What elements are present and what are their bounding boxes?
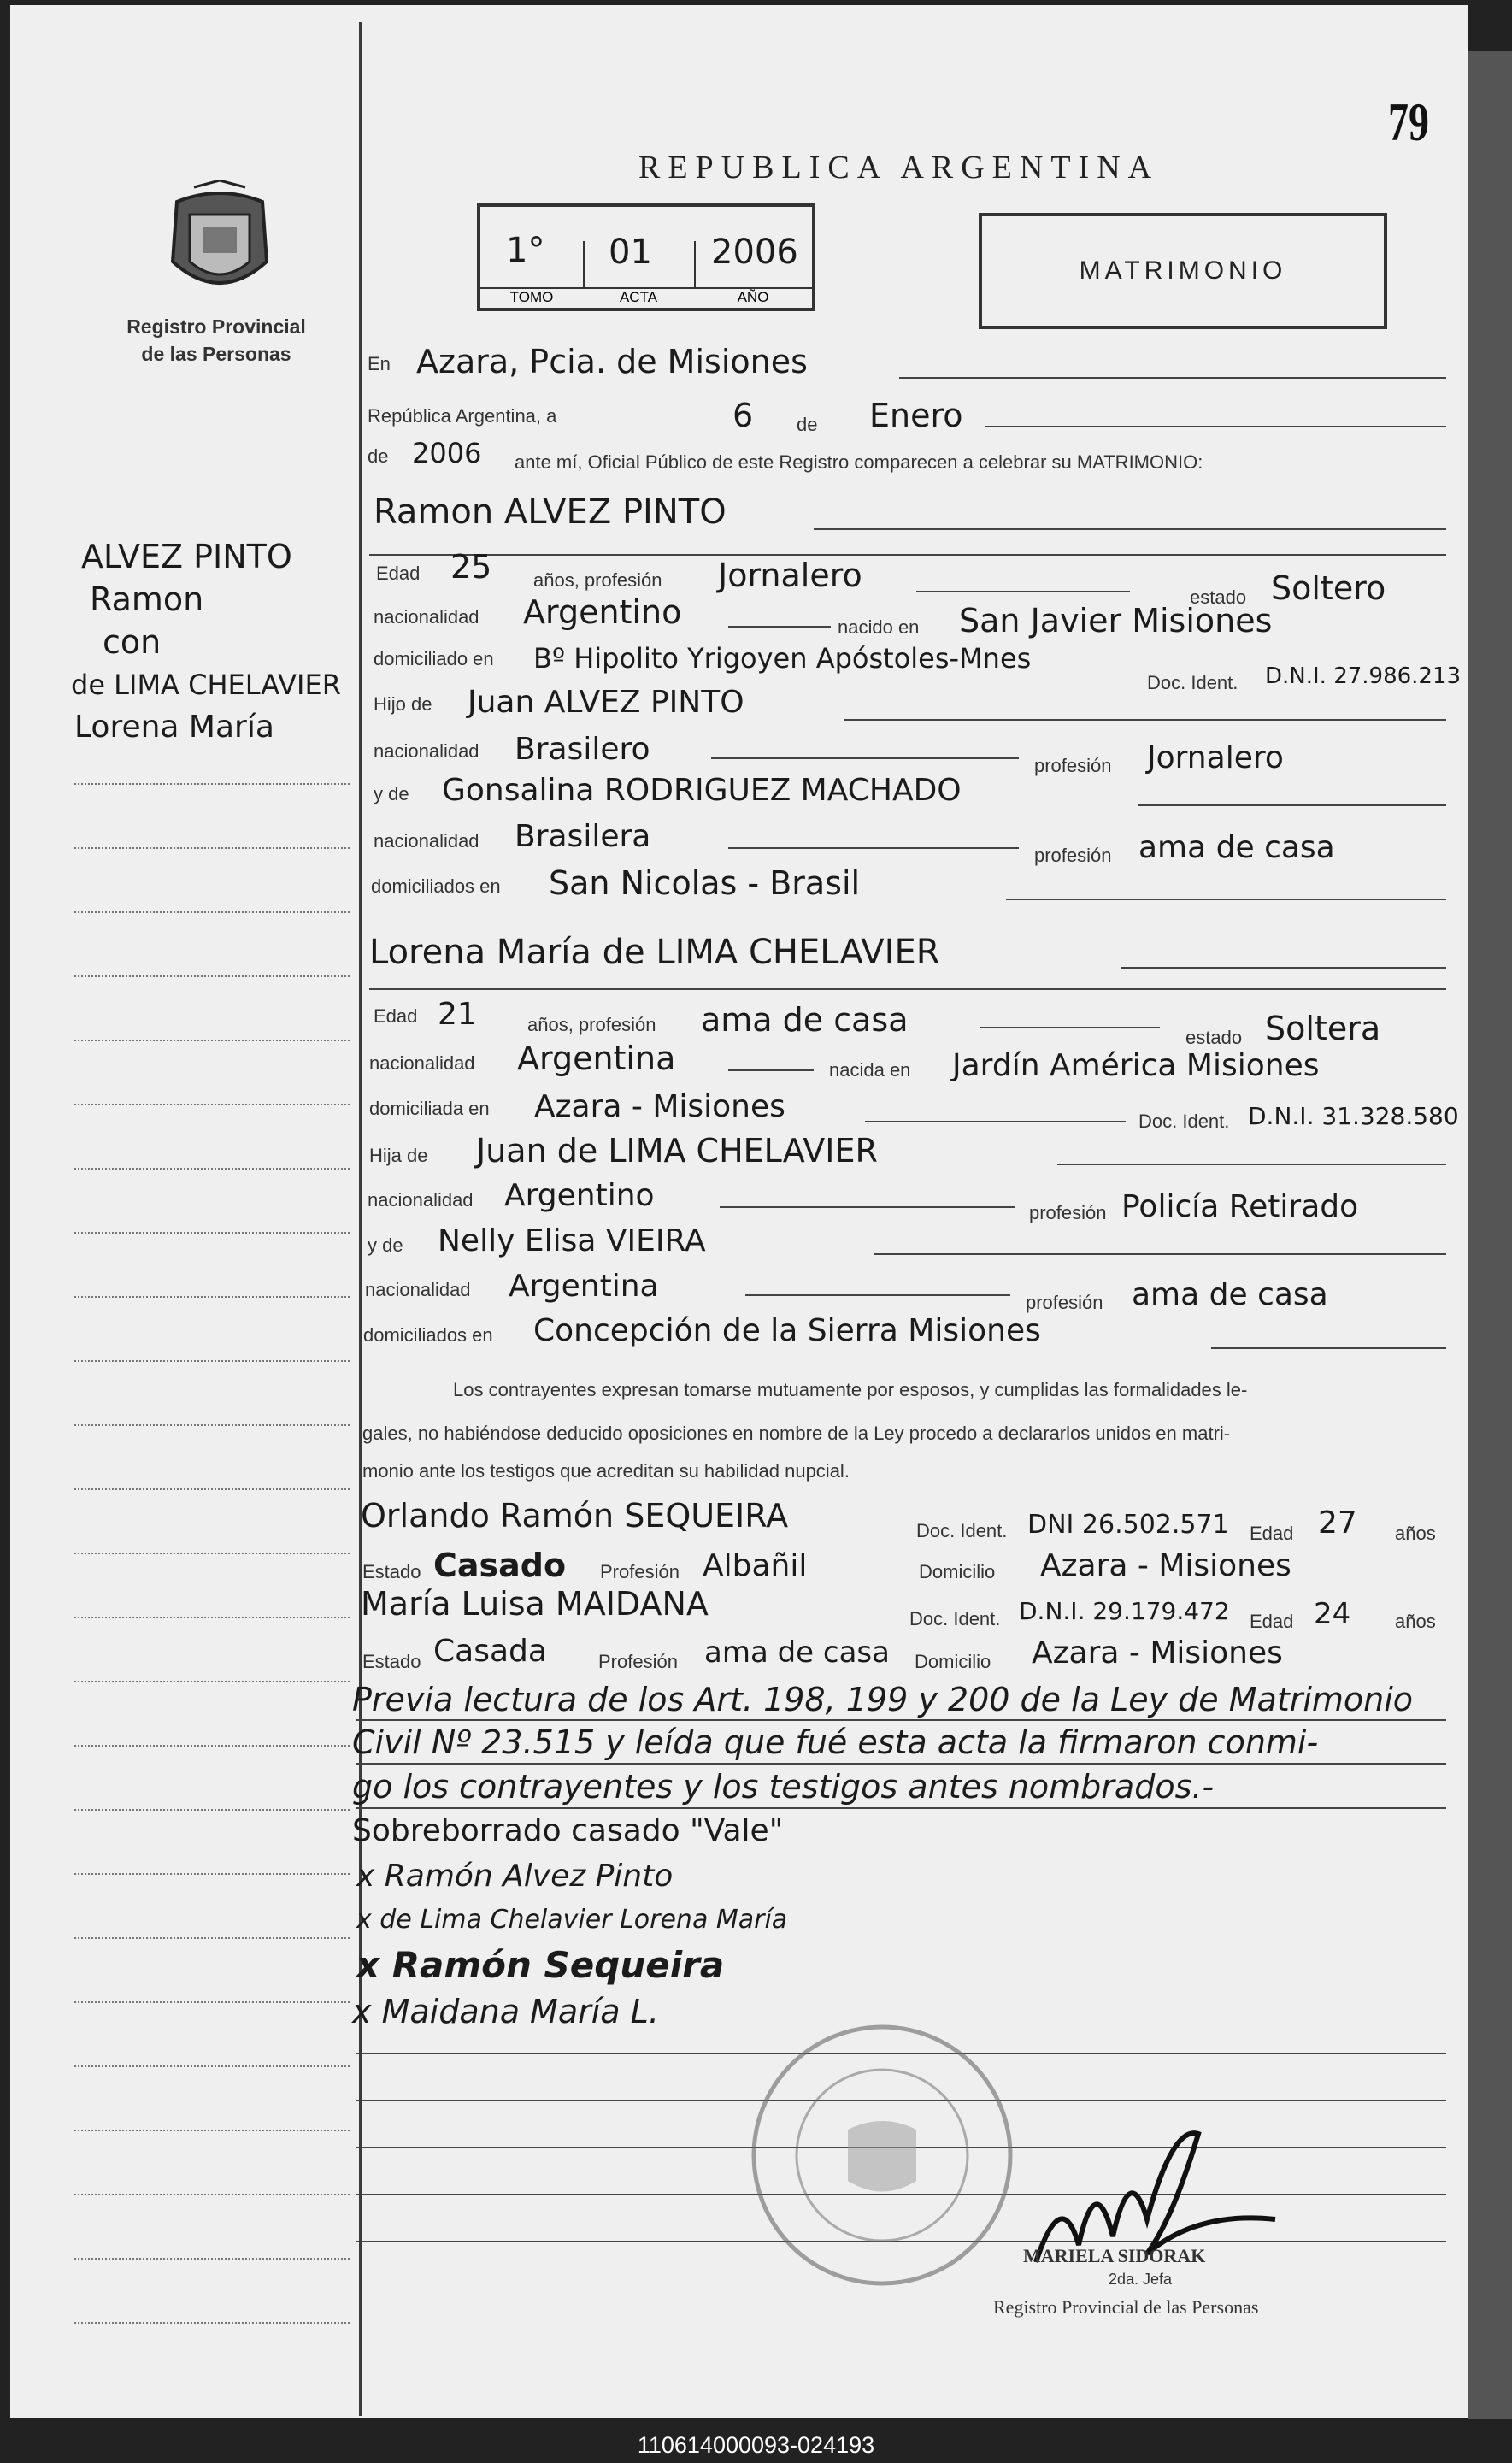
witness1-doc-label: Doc. Ident. (916, 1520, 1008, 1541)
bride-father-profession: Policía Retirado (1121, 1189, 1359, 1224)
fill-line (814, 528, 1446, 530)
signature-bride: x de Lima Chelavier Lorena María (356, 1905, 788, 1935)
fill-line (874, 1253, 1446, 1255)
groom-mother-profession: ama de casa (1138, 830, 1335, 865)
bride-father-nacionalidad-label: nacionalidad (368, 1189, 474, 1211)
witness2-domicilio-label: Domicilio (915, 1651, 991, 1672)
bride-hija-label: Hija de (369, 1145, 428, 1166)
acta-value: 01 (609, 233, 652, 272)
groom-nationality: Argentino (523, 593, 682, 631)
republica-label: República Argentina, a (368, 405, 557, 427)
margin-dotted-line (74, 847, 350, 849)
groom-domiciliados-label: domiciliados en (371, 875, 501, 897)
bride-mother-nationality: Argentina (509, 1269, 659, 1304)
groom-father-nacionalidad-label: nacionalidad (374, 740, 479, 762)
bride-nacida-label: nacida en (829, 1059, 911, 1081)
bride-mother-nacionalidad-label: nacionalidad (365, 1279, 471, 1300)
signature-witness2: x Maidana María L. (352, 1993, 659, 2030)
witness2-edad-label: Edad (1250, 1611, 1294, 1632)
margin-dotted-line (74, 2194, 350, 2195)
fill-line (980, 1027, 1160, 1028)
witness1-doc: DNI 26.502.571 (1027, 1510, 1229, 1540)
bride-mother: Nelly Elisa VIEIRA (438, 1223, 706, 1258)
registry-office-line1: Registro Provincial (126, 315, 306, 338)
bride-parents-address: Concepción de la Sierra Misiones (533, 1313, 1041, 1348)
place-value: Azara, Pcia. de Misiones (416, 343, 808, 380)
groom-address: Bº Hipolito Yrigoyen Apóstoles-Mnes (533, 642, 1032, 675)
page-number: 79 (1388, 91, 1429, 152)
witness1-profesion-label: Profesión (600, 1561, 680, 1582)
bride-y-de-label: y de (368, 1234, 403, 1256)
bride-profession: ama de casa (701, 1001, 909, 1039)
groom-father-nationality: Brasilero (515, 732, 650, 767)
groom-hijo-label: Hijo de (374, 693, 432, 715)
fill-line (728, 847, 1019, 849)
witness1-age: 27 (1318, 1505, 1357, 1541)
bride-mother-profession: ama de casa (1132, 1277, 1328, 1312)
margin-dotted-line (74, 2258, 350, 2260)
bride-mother-profesion-label: profesión (1026, 1292, 1103, 1313)
bride-nationality: Argentina (517, 1040, 676, 1077)
margin-note (71, 535, 341, 749)
groom-father: Juan ALVEZ PINTO (468, 685, 744, 720)
margin-dotted-line (74, 1937, 350, 1939)
ruled-line (356, 1807, 1446, 1809)
month-value: Enero (869, 397, 963, 434)
bride-edad-label: Edad (374, 1005, 418, 1027)
fill-line (745, 1294, 1010, 1296)
witness1-domicilio-label: Domicilio (919, 1561, 996, 1582)
margin-dotted-line (74, 783, 350, 785)
witness2-address: Azara - Misiones (1032, 1635, 1283, 1670)
signature-witness1: x Ramón Sequeira (356, 1944, 725, 1986)
scan-id-footer: 110614000093-024193 (637, 2432, 875, 2458)
section-rule (369, 554, 1446, 556)
witness2-name: María Luisa MAIDANA (361, 1585, 709, 1623)
groom-doc-label: Doc. Ident. (1147, 672, 1238, 693)
margin-dotted-line (74, 1424, 350, 1426)
ruled-line (356, 1719, 1446, 1721)
bride-status: Soltera (1265, 1010, 1381, 1047)
margin-dotted-line (74, 1681, 350, 1682)
margin-note-line: ALVEZ PINTO (81, 538, 292, 575)
margin-dotted-line (74, 1488, 350, 1490)
margin-note-line: Ramon (90, 580, 204, 618)
section-rule (369, 988, 1446, 990)
margin-dotted-line (74, 1232, 350, 1234)
bride-domiciliados-label: domiciliados en (363, 1324, 493, 1346)
fill-line (844, 719, 1446, 721)
witness2-estado-label: Estado (362, 1651, 421, 1672)
bride-age: 21 (438, 997, 477, 1032)
groom-domiciliado-label: domiciliado en (374, 648, 494, 669)
ruled-line (356, 1763, 1446, 1765)
bride-father-profesion-label: profesión (1029, 1202, 1107, 1223)
bride-father: Juan de LIMA CHELAVIER (476, 1132, 878, 1170)
margin-note-line: Lorena María (74, 710, 274, 745)
groom-mother-nacionalidad-label: nacionalidad (374, 830, 479, 851)
groom-y-de-label: y de (374, 783, 409, 804)
margin-dotted-line (74, 1873, 350, 1875)
fill-line (1057, 1164, 1446, 1165)
bride-father-nationality: Argentino (504, 1178, 655, 1213)
official-stamp-icon (745, 2018, 1019, 2292)
closing-line: Sobreborrado casado "Vale" (352, 1813, 784, 1848)
witness1-anos-label: años (1395, 1523, 1436, 1544)
certificate-page (10, 5, 1468, 2418)
bride-name: Lorena María de LIMA CHELAVIER (369, 933, 940, 972)
fill-line (711, 757, 1019, 759)
bride-address: Azara - Misiones (534, 1089, 785, 1124)
year-prefix-label: de (368, 445, 389, 467)
margin-dotted-line (74, 2065, 350, 2067)
margin-dotted-line (74, 1360, 350, 1362)
declaration-line: gales, no habiéndose deducido oposiciones en nombre de la Ley procedo a declararlos unidos en matri- (362, 1423, 1231, 1444)
official-name: MARIELA SIDORAK (1023, 2245, 1206, 2266)
closing-line: go los contrayentes y los testigos antes nombrados.- (352, 1768, 1215, 1806)
margin-dotted-line (74, 911, 350, 913)
de-label: de (797, 414, 818, 435)
margin-dotted-line (74, 1104, 350, 1105)
groom-parents-address: San Nicolas - Brasil (549, 864, 861, 902)
bride-domiciliada-label: domiciliada en (369, 1098, 490, 1119)
official-office: Registro Provincial de las Personas (993, 2296, 1259, 2318)
witness2-profession: ama de casa (704, 1635, 890, 1670)
fill-line (916, 591, 1130, 592)
provincial-seal-icon (160, 180, 279, 309)
groom-nacionalidad-label: nacionalidad (374, 606, 479, 628)
witness1-status: Casado (433, 1547, 567, 1584)
fill-line (728, 1069, 814, 1071)
registry-number-box (477, 203, 815, 311)
intro-text: ante mí, Oficial Público de este Registro comparecen a celebrar su MATRIMONIO: (515, 451, 1203, 473)
groom-name: Ramon ALVEZ PINTO (374, 492, 727, 532)
signature-groom: x Ramón Alvez Pinto (356, 1859, 674, 1894)
groom-edad-label: Edad (376, 563, 421, 584)
groom-father-profesion-label: profesión (1034, 755, 1112, 776)
registry-office-line2: de las Personas (141, 343, 291, 365)
groom-profesion-label: años, profesión (533, 569, 662, 591)
witness1-edad-label: Edad (1250, 1523, 1294, 1544)
closing-line: Civil Nº 23.515 y leída que fué esta acta la firmaron conmi- (352, 1724, 1319, 1761)
groom-mother: Gonsalina RODRIGUEZ MACHADO (442, 773, 962, 808)
groom-birthplace: San Javier Misiones (959, 602, 1273, 639)
bride-birthplace: Jardín América Misiones (952, 1048, 1320, 1083)
witness2-profesion-label: Profesión (598, 1651, 678, 1672)
margin-note-line: de LIMA CHELAVIER (71, 669, 341, 701)
witness2-doc-label: Doc. Ident. (909, 1608, 1001, 1629)
fill-line (899, 377, 1446, 379)
witness1-profession: Albañil (703, 1548, 808, 1583)
declaration-line: Los contrayentes expresan tomarse mutuamente por esposos, y cumplidas las formalidades le- (453, 1379, 1248, 1400)
fill-line (865, 1121, 1126, 1122)
groom-status: Soltero (1271, 569, 1386, 607)
witness1-estado-label: Estado (362, 1561, 421, 1582)
groom-profession: Jornalero (718, 557, 862, 594)
margin-dotted-line (74, 1745, 350, 1747)
groom-nacido-label: nacido en (838, 616, 920, 638)
closing-line: Previa lectura de los Art. 198, 199 y 200 de la Ley de Matrimonio (352, 1681, 1414, 1718)
fill-line (985, 426, 1446, 427)
margin-dotted-line (74, 1809, 350, 1811)
groom-mother-profesion-label: profesión (1034, 845, 1112, 866)
witness2-status: Casada (433, 1634, 547, 1669)
fill-line (728, 626, 831, 628)
year-value: 2006 (412, 437, 482, 469)
groom-age: 25 (450, 548, 492, 586)
en-label: En (368, 353, 391, 374)
acta-label: ACTA (583, 287, 694, 309)
margin-dotted-line (74, 2001, 350, 2003)
page-edge-shadow (1468, 51, 1512, 2419)
margin-dotted-line (74, 1296, 350, 1298)
day-value: 6 (732, 397, 754, 434)
witness2-doc: D.N.I. 29.179.472 (1019, 1597, 1230, 1625)
margin-dotted-line (74, 1617, 350, 1618)
tomo-label: TOMO (480, 287, 583, 309)
margin-dotted-line (74, 2322, 350, 2324)
margin-dotted-line (74, 1040, 350, 1041)
fill-line (1138, 804, 1446, 806)
year-label: AÑO (694, 287, 812, 309)
tomo-value: 1° (506, 231, 545, 270)
declaration-line: monio ante los testigos que acreditan su habilidad nupcial. (362, 1460, 850, 1482)
margin-dotted-line (74, 975, 350, 977)
witness2-anos-label: años (1395, 1611, 1436, 1632)
act-type-box: MATRIMONIO (979, 213, 1387, 329)
bride-nacionalidad-label: nacionalidad (369, 1052, 475, 1074)
fill-line (1211, 1347, 1446, 1349)
year-value: 2006 (711, 233, 798, 272)
fill-line (720, 1206, 1015, 1208)
margin-dotted-line (74, 1553, 350, 1554)
groom-father-profession: Jornalero (1147, 740, 1284, 775)
margin-dotted-line (74, 2130, 350, 2131)
witness1-name: Orlando Ramón SEQUEIRA (361, 1497, 789, 1535)
country-title: REPUBLICA ARGENTINA (638, 150, 1160, 186)
bride-doc: D.N.I. 31.328.580 (1248, 1102, 1459, 1130)
groom-estado-label: estado (1190, 586, 1247, 608)
bride-estado-label: estado (1185, 1027, 1243, 1048)
groom-doc: D.N.I. 27.986.213 (1265, 663, 1462, 689)
witness2-age: 24 (1314, 1597, 1351, 1631)
registry-office-title (96, 313, 337, 368)
fill-line (1121, 967, 1446, 969)
margin-note-line: con (103, 623, 162, 661)
witness1-address: Azara - Misiones (1040, 1548, 1291, 1583)
margin-dotted-line (74, 1168, 350, 1170)
bride-doc-label: Doc. Ident. (1138, 1111, 1230, 1132)
margin-rule (359, 22, 362, 2416)
official-role: 2da. Jefa (1109, 2271, 1173, 2288)
bride-profesion-label: años, profesión (527, 1014, 656, 1035)
groom-mother-nationality: Brasilera (515, 819, 651, 854)
fill-line (1006, 899, 1446, 900)
